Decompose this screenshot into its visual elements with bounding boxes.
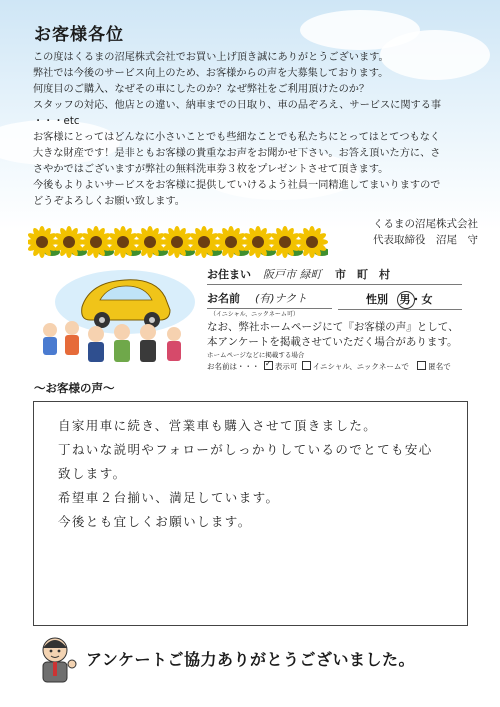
gender-field xyxy=(366,291,433,307)
company-signature xyxy=(373,216,478,248)
gender-underline xyxy=(338,309,462,310)
consent-checkbox-show[interactable]: ✓ xyxy=(264,359,272,368)
address-suffix: 市 町 村 xyxy=(335,268,390,281)
sunflower-row-illustration xyxy=(28,224,328,260)
intro-text xyxy=(33,50,483,210)
name-hint: （イニシャル、ニックネーム可） xyxy=(210,311,299,318)
publish-note-line: 本アンケートを掲載させていただく場合があります。 xyxy=(207,336,458,348)
gender-options-text: 男・女 xyxy=(399,293,433,306)
intro-line: ・・・etc xyxy=(33,116,80,127)
voice-box xyxy=(33,401,468,626)
name-value[interactable]: (有)ナクト xyxy=(255,292,308,305)
intro-line: この度はくるまの沼尾株式会社でお買い上げ頂き誠にありがとうございます。 xyxy=(33,52,389,63)
intro-line: さやかではございますが弊社の無料洗車券３枚をプレゼントさせて頂きます。 xyxy=(33,164,389,175)
name-row xyxy=(207,288,332,309)
voice-title: ～お客様の声～ xyxy=(34,381,115,395)
gender-label: 性別 xyxy=(366,293,388,306)
intro-line: 大きな財産です！是非ともお客様の貴重なお声をお聞かせ下さい。お答え頂いた方に、さ xyxy=(33,148,441,159)
car-and-staff-illustration xyxy=(30,262,200,372)
closing-message: アンケートご協力ありがとうございました。 xyxy=(86,650,416,669)
voice-line: 今後とも宜しくお願いします。 xyxy=(58,514,252,529)
voice-line: 自家用車に続き、営業車も購入させて頂きました。 xyxy=(58,418,378,433)
mascot-illustration xyxy=(30,634,80,686)
consent-checkbox-anonymous[interactable] xyxy=(417,361,426,370)
voice-line: 希望車２台揃い、満足しています。 xyxy=(58,490,280,505)
intro-line: スタッフの対応、他店との違い、納車までの日取り、車の品ぞろえ、サービスに関する事 xyxy=(33,100,442,111)
consent-prefix: お名前は・・・ xyxy=(207,362,260,371)
voice-line: 致します。 xyxy=(58,466,127,481)
intro-line: 何度目のご購入、なぜその車にしたのか？なぜ弊社をご利用頂けたのか？ xyxy=(33,84,370,95)
intro-line: お客様にとってはどんなに小さいことでも些細なことでも私たちにとってはとてつもなく xyxy=(33,132,441,143)
consent-option-show: 表示可 xyxy=(274,362,298,371)
gender-selected-circle xyxy=(397,291,415,309)
homepage-note: ホームページなどに掲載する場合 xyxy=(207,351,305,359)
consent-options xyxy=(207,361,451,372)
publish-note xyxy=(207,320,459,350)
intro-line: 弊社では今後のサービス向上のため、お客様からの声を大募集しております。 xyxy=(33,68,389,79)
company-name: くるまの沼尾株式会社 xyxy=(373,218,478,230)
publish-note-line: なお、弊社ホームページにて『お客様の声』として、 xyxy=(207,321,459,333)
address-label: お住まい xyxy=(207,268,251,281)
address-row xyxy=(207,264,462,285)
page-title: お客様各位 xyxy=(34,25,124,45)
name-label: お名前 xyxy=(207,292,240,305)
consent-option-initial: イニシャル、ニックネームで xyxy=(312,362,409,371)
intro-line: 今後もよりよいサービスをお客様に提供していけるよう社員一同精進してまいりますので xyxy=(33,180,441,191)
address-value[interactable]: 阪戸市 緑町 xyxy=(263,268,322,281)
gender-options[interactable] xyxy=(400,293,433,306)
consent-checkbox-initial[interactable] xyxy=(302,361,311,370)
intro-line: どうぞよろしくお願い致します。 xyxy=(33,196,185,207)
consent-option-anonymous: 匿名で xyxy=(428,362,451,371)
company-representative: 代表取締役 沼尾 守 xyxy=(373,234,478,246)
voice-line: 丁ねいな説明やフォローがしっかりしているのでとても安心 xyxy=(58,442,433,457)
